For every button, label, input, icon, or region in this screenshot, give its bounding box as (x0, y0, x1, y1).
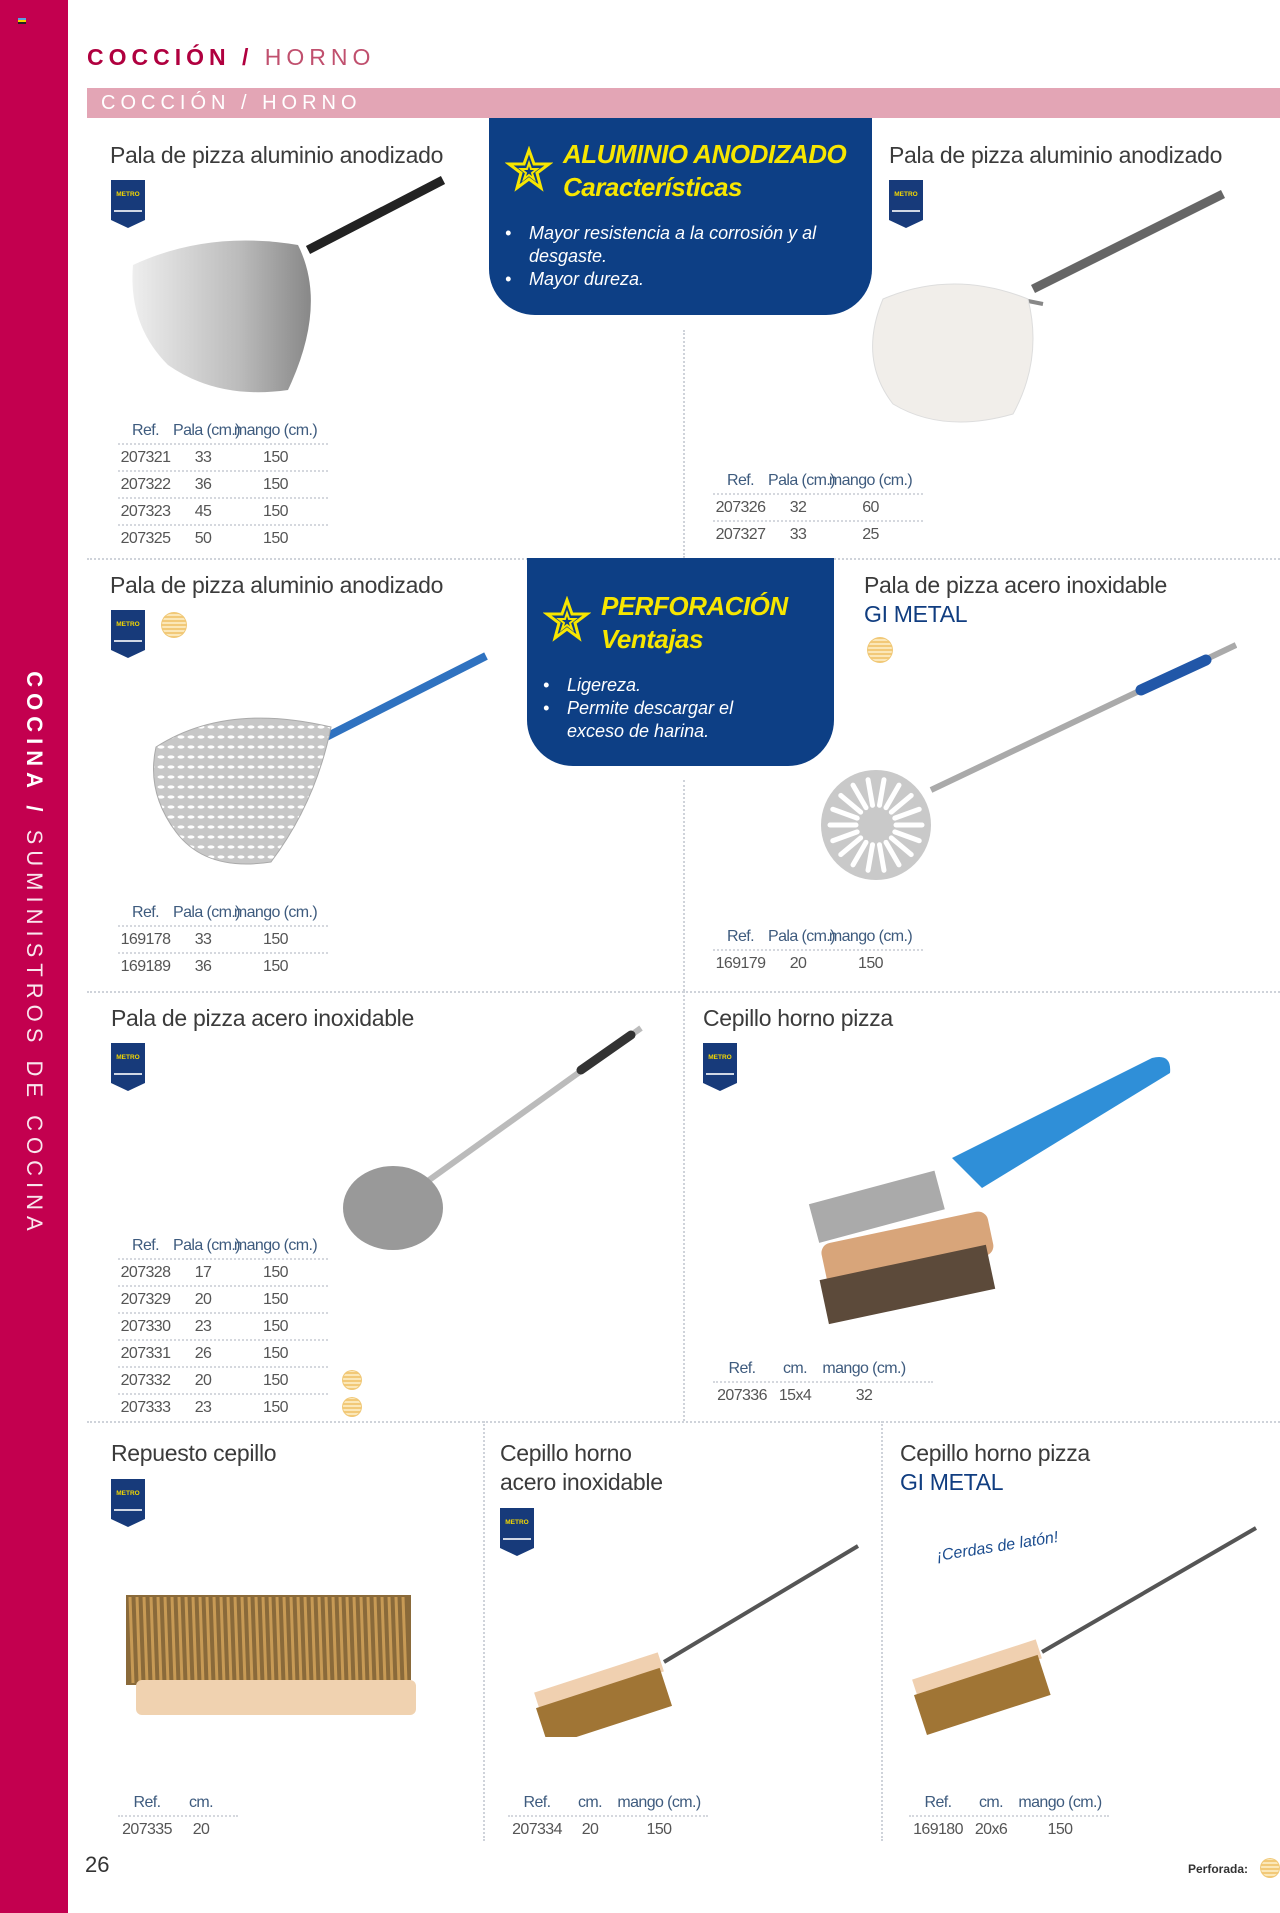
table-cell: 207327 (715, 526, 766, 543)
table-row (118, 1314, 328, 1341)
divider (683, 780, 685, 991)
table-row (118, 927, 328, 954)
divider (881, 1421, 883, 1841)
table-cell: 150 (263, 530, 288, 547)
product-table (118, 900, 328, 979)
table-cell: 33 (194, 449, 212, 466)
divider (483, 1421, 485, 1841)
metro-professional-logo (111, 610, 145, 658)
divider (683, 330, 685, 558)
column-header: mango (cm.) (617, 1794, 701, 1811)
product-table (713, 924, 923, 976)
perforated-pizza-peel-image (146, 652, 488, 867)
table-header (508, 1790, 708, 1817)
product-table (909, 1790, 1109, 1842)
feature-box-anodized (489, 118, 872, 315)
table-header (909, 1790, 1109, 1817)
product-table (118, 418, 328, 551)
column-header: Pala (cm.) (768, 928, 835, 945)
svg-text:METRO: METRO (116, 1490, 140, 1497)
table-header (713, 924, 923, 951)
column-header: Ref. (728, 1360, 756, 1377)
perforated-icon (1260, 1858, 1280, 1878)
table-cell: 207330 (120, 1318, 171, 1335)
feature-item: • Permite descargar el exceso de harina. (543, 697, 793, 743)
table-cell: 207333 (120, 1399, 171, 1416)
column-header: cm. (578, 1794, 602, 1811)
table-row (118, 1260, 328, 1287)
table-row (508, 1817, 708, 1842)
product-title: Cepillo horno acero inoxidable (500, 1440, 663, 1495)
feature-item: • Mayor resistencia a la corrosión y al desgaste. (505, 222, 825, 268)
product-note: ¡Cerdas de latón! (935, 1528, 1060, 1565)
table-cell: 36 (194, 476, 212, 493)
table-row (713, 522, 923, 547)
svg-text:METRO: METRO (116, 1054, 140, 1061)
table-cell: 207329 (120, 1291, 171, 1308)
table-row (118, 1341, 328, 1368)
table-row (713, 495, 923, 522)
perforated-icon (342, 1397, 362, 1417)
svg-text:METRO: METRO (708, 1054, 732, 1061)
table-cell: 207321 (120, 449, 171, 466)
table-cell: 17 (194, 1264, 212, 1281)
table-cell: 15x4 (778, 1387, 812, 1404)
table-cell: 45 (194, 503, 212, 520)
product-title: Pala de pizza aluminio anodizado (889, 142, 1223, 168)
star-icon (505, 146, 553, 194)
column-header: Ref. (132, 1237, 159, 1254)
table-header (118, 1233, 328, 1260)
column-header: Pala (cm.) (173, 1237, 240, 1254)
column-header: mango (cm.) (828, 928, 913, 945)
table-row (118, 1368, 328, 1395)
column-header: mango (cm.) (233, 422, 318, 439)
table-row (118, 1817, 238, 1842)
side-label-bold: COCINA / (22, 671, 47, 818)
table-cell: 150 (263, 1399, 288, 1416)
table-row (713, 951, 923, 976)
table-cell: 207323 (120, 503, 171, 520)
table-header (118, 900, 328, 927)
table-cell: 207328 (120, 1264, 171, 1281)
table-header (713, 1356, 933, 1383)
table-cell: 150 (263, 958, 288, 975)
brand-label: GI METAL (900, 1469, 1004, 1495)
divider (683, 991, 685, 1421)
column-header: Pala (cm.) (173, 422, 240, 439)
table-cell: 169180 (913, 1821, 963, 1838)
column-header: mango (cm.) (233, 904, 318, 921)
table-cell: 150 (263, 1372, 288, 1389)
table-row (909, 1817, 1109, 1842)
section-side-label (21, 671, 47, 1236)
pizza-peel-image (128, 175, 448, 400)
column-header: Ref. (924, 1794, 952, 1811)
product-table (713, 468, 923, 547)
table-cell: 207336 (717, 1387, 767, 1404)
svg-text:METRO: METRO (116, 191, 140, 198)
page-title-light: HORNO (264, 44, 376, 70)
product-table (118, 1790, 238, 1842)
table-cell: 20 (194, 1291, 212, 1308)
column-header: cm. (189, 1794, 213, 1811)
flag-icon (18, 18, 26, 26)
perforated-icon (161, 612, 187, 638)
table-cell: 23 (194, 1399, 212, 1416)
table-row (118, 1287, 328, 1314)
table-cell: 20 (192, 1821, 210, 1838)
table-row (118, 526, 328, 551)
table-cell: 33 (789, 526, 807, 543)
table-cell: 207335 (122, 1821, 172, 1838)
pizza-peel-image (853, 189, 1225, 434)
perforated-legend: Perforada: (1188, 1862, 1249, 1876)
product-title: Pala de pizza aluminio anodizado (110, 142, 444, 168)
table-cell: 150 (263, 503, 288, 520)
column-header: mango (cm.) (828, 472, 913, 489)
table-cell: 207322 (120, 476, 171, 493)
column-header: mango (cm.) (233, 1237, 318, 1254)
metro-professional-logo (703, 1043, 737, 1091)
table-cell: 20 (194, 1372, 212, 1389)
divider (87, 1421, 1280, 1423)
table-cell: 150 (263, 1291, 288, 1308)
brass-oven-brush-image (902, 1524, 1258, 1739)
product-title: Repuesto cepillo (111, 1440, 277, 1466)
page-title (87, 44, 375, 71)
table-cell: 169179 (715, 955, 766, 972)
table-cell: 150 (263, 449, 288, 466)
table-cell: 150 (263, 931, 288, 948)
page-number: 26 (85, 1852, 110, 1877)
column-header: mango (cm.) (822, 1360, 906, 1377)
column-header: Pala (cm.) (173, 904, 240, 921)
table-cell: 20x6 (974, 1821, 1008, 1838)
svg-text:METRO: METRO (505, 1519, 529, 1526)
column-header: Ref. (523, 1794, 551, 1811)
column-header: cm. (783, 1360, 807, 1377)
svg-text:METRO: METRO (116, 621, 140, 628)
table-cell: 150 (263, 1318, 288, 1335)
table-row (118, 472, 328, 499)
section-band-label: COCCIÓN / HORNO (101, 92, 362, 114)
metro-professional-logo (111, 1043, 145, 1091)
table-cell: 50 (194, 530, 212, 547)
feature-box-title: PERFORACIÓN Ventajas (601, 591, 788, 654)
table-header (118, 418, 328, 445)
star-icon (543, 596, 591, 644)
column-header: mango (cm.) (1018, 1794, 1102, 1811)
column-header: Ref. (132, 904, 159, 921)
column-header: cm. (979, 1794, 1003, 1811)
column-header: Ref. (727, 472, 754, 489)
product-title: Pala de pizza acero inoxidable (111, 1005, 414, 1031)
table-cell: 150 (858, 955, 883, 972)
round-pizza-peel-image (341, 1018, 646, 1258)
table-cell: 32 (855, 1387, 873, 1404)
table-cell: 25 (862, 526, 879, 543)
side-label-light: SUMINISTROS DE COCINA (22, 829, 47, 1237)
metro-professional-logo (111, 1479, 145, 1527)
table-cell: 20 (789, 955, 807, 972)
section-band (87, 88, 1280, 118)
table-header (118, 1790, 238, 1817)
product-table (508, 1790, 708, 1842)
table-row (713, 1383, 933, 1408)
table-row (118, 954, 328, 979)
table-cell: 169178 (120, 931, 171, 948)
column-header: Pala (cm.) (768, 472, 835, 489)
table-cell: 32 (789, 499, 807, 516)
table-cell: 150 (646, 1821, 672, 1838)
table-cell: 207325 (120, 530, 171, 547)
page-title-bold: COCCIÓN / (87, 44, 254, 70)
product-title: Pala de pizza acero inoxidable GI METAL (864, 572, 1167, 627)
table-header (713, 468, 923, 495)
table-cell: 23 (194, 1318, 212, 1335)
table-row (118, 445, 328, 472)
table-cell: 207331 (120, 1345, 171, 1362)
table-cell: 150 (263, 476, 288, 493)
table-row (118, 1395, 328, 1420)
table-cell: 60 (862, 499, 879, 516)
column-header: Ref. (727, 928, 754, 945)
feature-item: • Mayor dureza. (505, 268, 825, 291)
feature-list (505, 222, 825, 291)
product-title: Cepillo horno pizza (703, 1005, 893, 1031)
feature-box-title: ALUMINIO ANODIZADO Características (563, 139, 847, 202)
table-cell: 26 (194, 1345, 212, 1362)
table-cell: 207326 (715, 499, 766, 516)
table-cell: 36 (194, 958, 212, 975)
feature-item: • Ligereza. (543, 674, 793, 697)
product-title: Cepillo horno pizza GI METAL (900, 1440, 1090, 1495)
table-cell: 150 (1047, 1821, 1073, 1838)
steel-oven-brush-image (524, 1542, 860, 1737)
replacement-brush-image (116, 1585, 416, 1725)
table-cell: 150 (263, 1345, 288, 1362)
table-cell: 20 (581, 1821, 599, 1838)
product-title: Pala de pizza aluminio anodizado (110, 572, 444, 598)
table-cell: 33 (194, 931, 212, 948)
column-header: Ref. (132, 422, 159, 439)
svg-text:METRO: METRO (894, 191, 918, 198)
oven-brush-image (792, 1048, 1176, 1330)
product-table (713, 1356, 933, 1408)
feature-box-perforation (527, 558, 834, 766)
table-cell: 169189 (120, 958, 171, 975)
round-perforated-peel-image (811, 640, 1237, 885)
brand-label: GI METAL (864, 601, 968, 627)
product-table (118, 1233, 328, 1420)
feature-list (543, 674, 793, 743)
table-cell: 207334 (512, 1821, 562, 1838)
column-header: Ref. (133, 1794, 161, 1811)
table-cell: 207332 (120, 1372, 171, 1389)
table-row (118, 499, 328, 526)
perforated-icon (342, 1370, 362, 1390)
table-cell: 150 (263, 1264, 288, 1281)
